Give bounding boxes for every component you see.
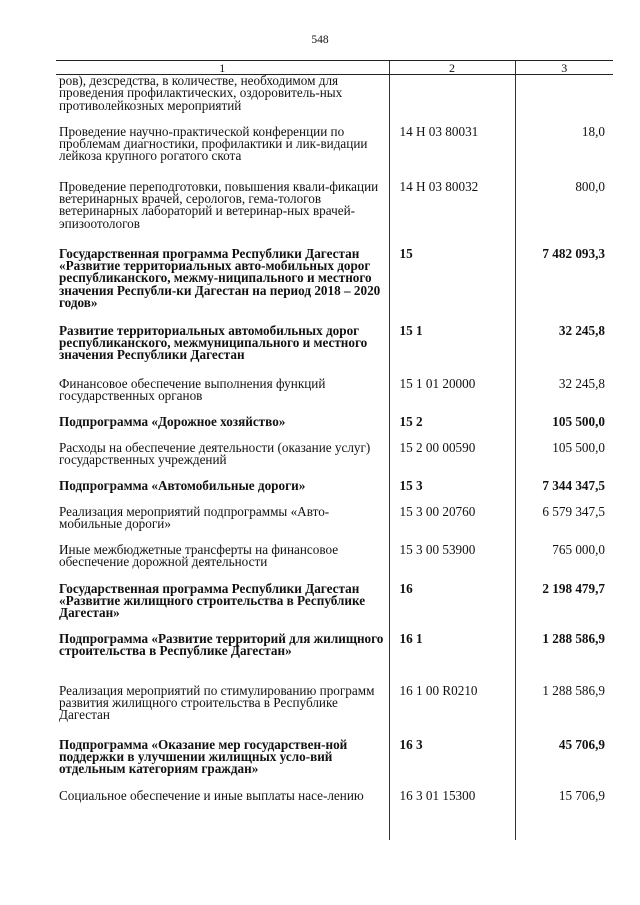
- row-name: Проведение научно-практической конференции по проблемам диагностики, профилактики и лик-видации лейкоза крупного рогатого скота: [59, 123, 368, 164]
- row-amount: 15 706,9: [515, 790, 613, 840]
- row-code: 16 3 01 15300: [389, 790, 515, 840]
- table-row: [56, 480, 613, 506]
- table-row: [56, 442, 613, 480]
- table-row: [56, 633, 613, 685]
- row-name: Государственная программа Республики Дагестан «Развитие жилищного строительства в Республике Дагестан»: [59, 580, 366, 621]
- row-code: 15 1 01 20000: [389, 378, 515, 416]
- row-name: Расходы на обеспечение деятельности (оказание услуг) государственных учреждений: [59, 439, 371, 467]
- row-code: 15: [389, 248, 515, 325]
- row-code: 15 3 00 53900: [389, 544, 515, 583]
- table-row: [56, 583, 613, 633]
- row-amount: 32 245,8: [515, 378, 613, 416]
- row-amount: 7 482 093,3: [515, 248, 613, 325]
- table-row: [56, 248, 613, 325]
- row-name: Проведение переподготовки, повышения квали-фикации ветеринарных врачей, серологов, гема-тологов ветеринарных лабораторий и ветеринар-ных врачей-эпизоотологов: [59, 178, 379, 231]
- row-code: 15 2 00 00590: [389, 442, 515, 480]
- row-amount: 18,0: [515, 126, 613, 181]
- table-row: [56, 126, 613, 181]
- table-row: [56, 506, 613, 544]
- row-amount: 7 344 347,5: [515, 480, 613, 506]
- row-code: 15 3: [389, 480, 515, 506]
- page-number: 548: [311, 34, 329, 46]
- row-amount: 45 706,9: [515, 739, 613, 790]
- row-name: Подпрограмма «Дорожное хозяйство»: [59, 413, 286, 429]
- row-amount: 2 198 479,7: [515, 583, 613, 633]
- row-name: ров), дезсредства, в количестве, необходимом для проведения профилактических, оздоровитель-ных противолейкозных мероприятий: [59, 73, 343, 113]
- row-code: 16 1 00 R0210: [389, 685, 515, 739]
- row-code: 15 2: [389, 416, 515, 442]
- table-row: [56, 790, 613, 840]
- row-amount: 105 500,0: [515, 416, 613, 442]
- row-amount: 6 579 347,5: [515, 506, 613, 544]
- row-code: 14 Н 03 80032: [389, 181, 515, 248]
- row-amount: [515, 75, 613, 126]
- table-row: [56, 75, 613, 126]
- row-code: 15 3 00 20760: [389, 506, 515, 544]
- row-name: Подпрограмма «Развитие территорий для жилищного строительства в Республике Дагестан»: [59, 630, 384, 658]
- table-row: [56, 544, 613, 583]
- row-code: 16 1: [389, 633, 515, 685]
- row-name: Иные межбюджетные трансферты на финансовое обеспечение дорожной деятельности: [59, 541, 339, 569]
- row-name: Развитие территориальных автомобильных дорог республиканского, межмуниципального и местного значения Республики Дагестан: [59, 322, 368, 363]
- row-amount: 105 500,0: [515, 442, 613, 480]
- row-code: 16 3: [389, 739, 515, 790]
- table-row: [56, 416, 613, 442]
- row-code: 15 1: [389, 325, 515, 378]
- header-col-1: 1: [56, 61, 389, 75]
- row-amount: 800,0: [515, 181, 613, 248]
- row-amount: 32 245,8: [515, 325, 613, 378]
- header-col-2: 2: [389, 61, 515, 75]
- row-name: Государственная программа Республики Дагестан «Развитие территориальных авто-мобильных дорог республиканского, межму-ниципального и местного значения Республи-ки Дагестан на период 2018 – 2020 годов»: [59, 245, 381, 311]
- row-name: Социальное обеспечение и иные выплаты насе-лению: [59, 787, 364, 803]
- header-col-3: 3: [515, 61, 613, 75]
- row-amount: 1 288 586,9: [515, 685, 613, 739]
- row-name: Финансовое обеспечение выполнения функций государственных органов: [59, 375, 326, 403]
- row-name: Реализация мероприятий подпрограммы «Авто-мобильные дороги»: [59, 503, 330, 531]
- table-row: [56, 325, 613, 378]
- budget-table: [56, 60, 613, 840]
- row-code: 14 Н 03 80031: [389, 126, 515, 181]
- row-amount: 765 000,0: [515, 544, 613, 583]
- row-name: Реализация мероприятий по стимулированию программ развития жилищного строительства в Республике Дагестан: [59, 682, 375, 723]
- table-row: [56, 378, 613, 416]
- row-amount: 1 288 586,9: [515, 633, 613, 685]
- row-name: Подпрограмма «Автомобильные дороги»: [59, 477, 306, 493]
- table-row: [56, 739, 613, 790]
- table-row: [56, 181, 613, 248]
- table-row: [56, 685, 613, 739]
- row-code: [389, 75, 515, 126]
- row-name: Подпрограмма «Оказание мер государствен-ной поддержки в улучшении жилищных усло-вий отдельным категориям граждан»: [59, 736, 348, 777]
- row-code: 16: [389, 583, 515, 633]
